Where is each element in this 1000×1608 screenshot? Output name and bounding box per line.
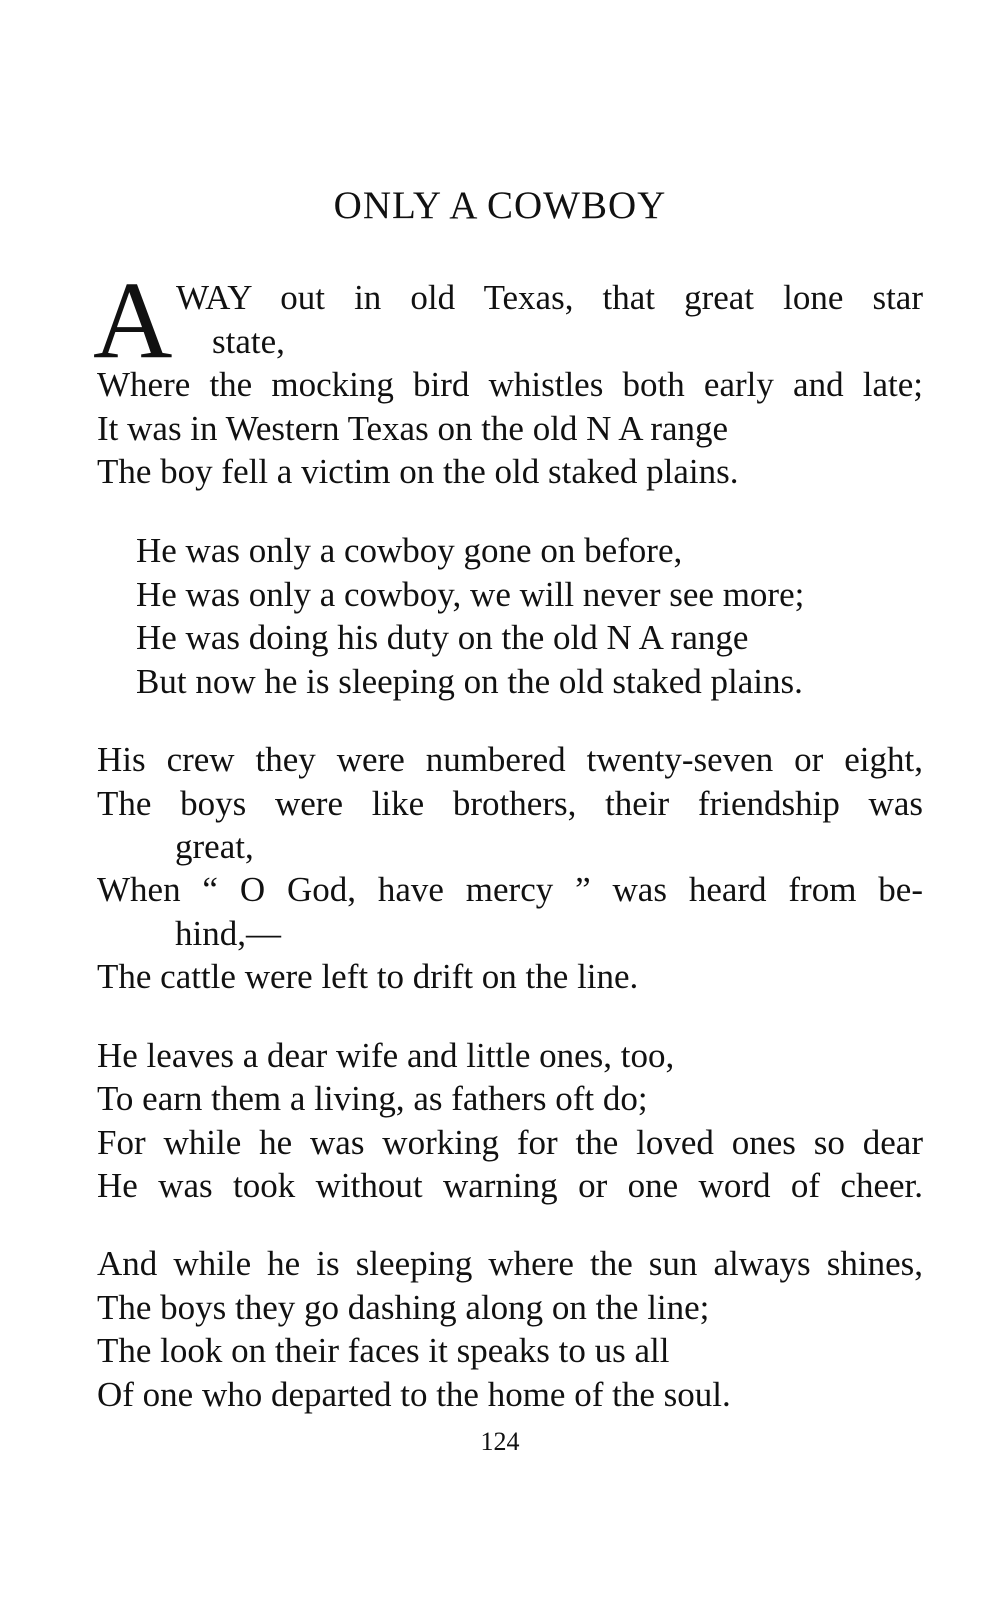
page-number: 124	[480, 1427, 520, 1456]
poem-line: For while he was working for the loved ones so dear	[97, 1123, 923, 1162]
drop-cap: A	[93, 259, 173, 381]
poem-line: The boys were like brothers, their friendship was	[97, 784, 923, 823]
poem-line: The boys they go dashing along on the line;	[97, 1288, 710, 1327]
poem-line: But now he is sleeping on the old staked plains.	[136, 662, 803, 701]
poem-line: His crew they were numbered twenty-seven or eight,	[97, 740, 923, 779]
poem-line: He was took without warning or one word of cheer.	[97, 1166, 923, 1205]
poem-line: It was in Western Texas on the old N A range	[97, 409, 729, 448]
poem-line: The look on their faces it speaks to us all	[97, 1331, 670, 1370]
poem-line-continuation: hind,—	[175, 914, 281, 953]
poem-line: And while he is sleeping where the sun always shines,	[97, 1244, 923, 1283]
poem-line: WAY out in old Texas, that great lone star	[176, 278, 923, 317]
poem-line: He was only a cowboy, we will never see more;	[136, 575, 805, 614]
poem-line: The boy fell a victim on the old staked plains.	[97, 452, 739, 491]
poem-line: When “ O God, have mercy ” was heard from be-	[97, 870, 923, 909]
poem-line: Where the mocking bird whistles both early and late;	[97, 365, 923, 404]
page-title: ONLY A COWBOY	[333, 184, 667, 227]
poem-line: To earn them a living, as fathers oft do;	[97, 1079, 648, 1118]
poem-line: He was only a cowboy gone on before,	[136, 531, 683, 570]
poem-line: Of one who departed to the home of the soul.	[97, 1375, 731, 1414]
poem-line: The cattle were left to drift on the line.	[97, 957, 639, 996]
poem-line: He leaves a dear wife and little ones, too,	[97, 1036, 675, 1075]
poem-line-continuation: great,	[175, 827, 254, 866]
poem-line-continuation: state,	[212, 322, 285, 361]
poem-line: He was doing his duty on the old N A range	[136, 618, 749, 657]
